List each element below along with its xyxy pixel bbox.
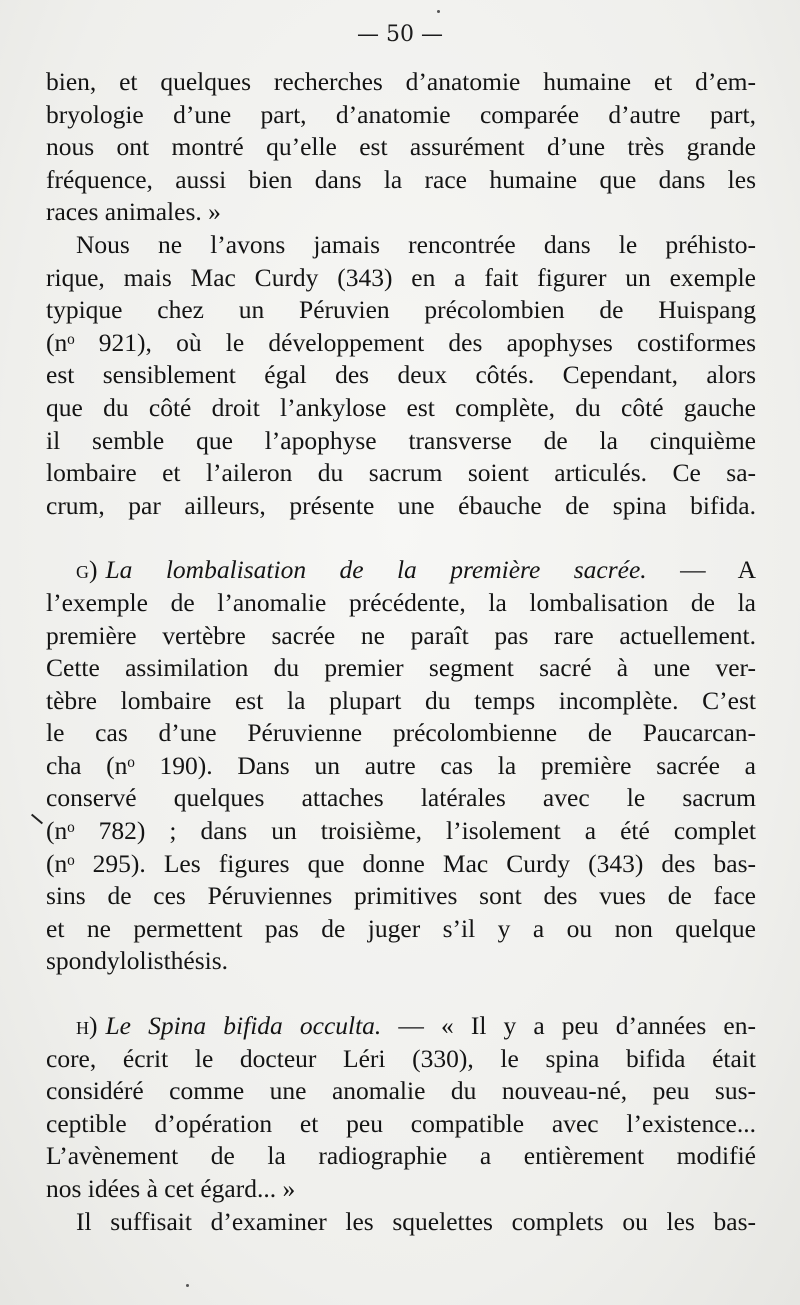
text-line: core, écrit le docteur Léri (330), le spina bifida était <box>46 1043 756 1073</box>
text-line: (nᵒ 295). Les figures que donne Mac Curdy (343) des bas- <box>46 848 756 878</box>
section-heading-g <box>46 554 756 587</box>
text-line: l’exemple de l’anomalie précédente, la lombalisation de la <box>46 587 756 617</box>
text-line: le cas d’une Péruvienne précolombienne de Paucarcan- <box>46 718 756 748</box>
text-line: Nous ne l’avons jamais rencontrée dans le préhisto- <box>76 229 756 259</box>
text-line: que du côté droit l’ankylose est complète, du côté gauche <box>46 392 756 422</box>
text-line: (nᵒ 921), où le développement des apophyses costiformes <box>46 327 756 357</box>
text-line: spondylolisthésis. <box>46 946 229 976</box>
scan-speck <box>437 10 440 13</box>
scan-speck <box>186 1284 189 1287</box>
text-line: Cette assimilation du premier segment sacré à une ver- <box>46 653 756 683</box>
text-line: Il suffisait d’examiner les squelettes complets ou les bas- <box>76 1206 756 1236</box>
text-line: rique, mais Mac Curdy (343) en a fait figurer un exemple <box>46 262 756 292</box>
heading-rest: — A <box>680 555 757 585</box>
text-line: et ne permettent pas de juger s’il y a ou non quelque <box>46 913 756 943</box>
text-line: tèbre lombaire est la plupart du temps incomplète. C’est <box>46 685 756 715</box>
section-heading-h <box>46 1010 756 1043</box>
text-line: première vertèbre sacrée ne paraît pas rare actuellement. <box>46 620 756 650</box>
text-line: L’avènement de la radiographie a entièrement modifié <box>46 1141 756 1171</box>
text-line: conservé quelques attaches latérales avec le sacrum <box>46 783 756 813</box>
section-title: Le Spina bifida occulta. <box>105 1011 382 1041</box>
section-title: La lombalisation de la première sacrée. <box>105 555 647 585</box>
heading-rest: — « Il y a peu d’années en- <box>398 1011 756 1041</box>
text-line: ceptible d’opération et peu compatible avec l’existence... <box>46 1108 756 1138</box>
text-line: (nᵒ 782) ; dans un troisième, l’isolement a été complet <box>46 816 756 846</box>
text-line: est sensiblement égal des deux côtés. Cependant, alors <box>46 360 756 390</box>
margin-mark <box>31 814 43 825</box>
text-line: sins de ces Péruviennes primitives sont des vues de face <box>46 881 756 911</box>
text-line: lombaire et l’aileron du sacrum soient articulés. Ce sa- <box>46 458 756 488</box>
text-line: typique chez un Péruvien précolombien de Huispang <box>46 295 756 325</box>
section-letter: h) <box>76 1011 98 1041</box>
text-line: bryologie d’une part, d’anatomie comparée d’autre part, <box>46 99 756 129</box>
text-line: il semble que l’apophyse transverse de la cinquième <box>46 425 756 455</box>
section-gap <box>46 978 756 1010</box>
text-line: cha (nᵒ 190). Dans un autre cas la première sacrée a <box>46 750 756 780</box>
text-line: nos idées à cet égard... » <box>46 1174 296 1203</box>
page-body <box>46 66 756 1238</box>
text-line: races animales. » <box>46 197 221 227</box>
section-letter: g) <box>76 555 98 585</box>
text-line: considéré comme une anomalie du nouveau-né, peu sus- <box>46 1076 756 1106</box>
page-number: — 50 — <box>357 22 443 47</box>
text-line: fréquence, aussi bien dans la race humaine que dans les <box>46 164 756 194</box>
text-line: bien, et quelques recherches d’anatomie humaine et d’em- <box>46 67 756 96</box>
section-gap <box>46 522 756 554</box>
text-line: nous ont montré qu’elle est assurément d’une très grande <box>46 132 756 162</box>
text-line: crum, par ailleurs, présente une ébauche de spina bifida. <box>46 490 756 520</box>
